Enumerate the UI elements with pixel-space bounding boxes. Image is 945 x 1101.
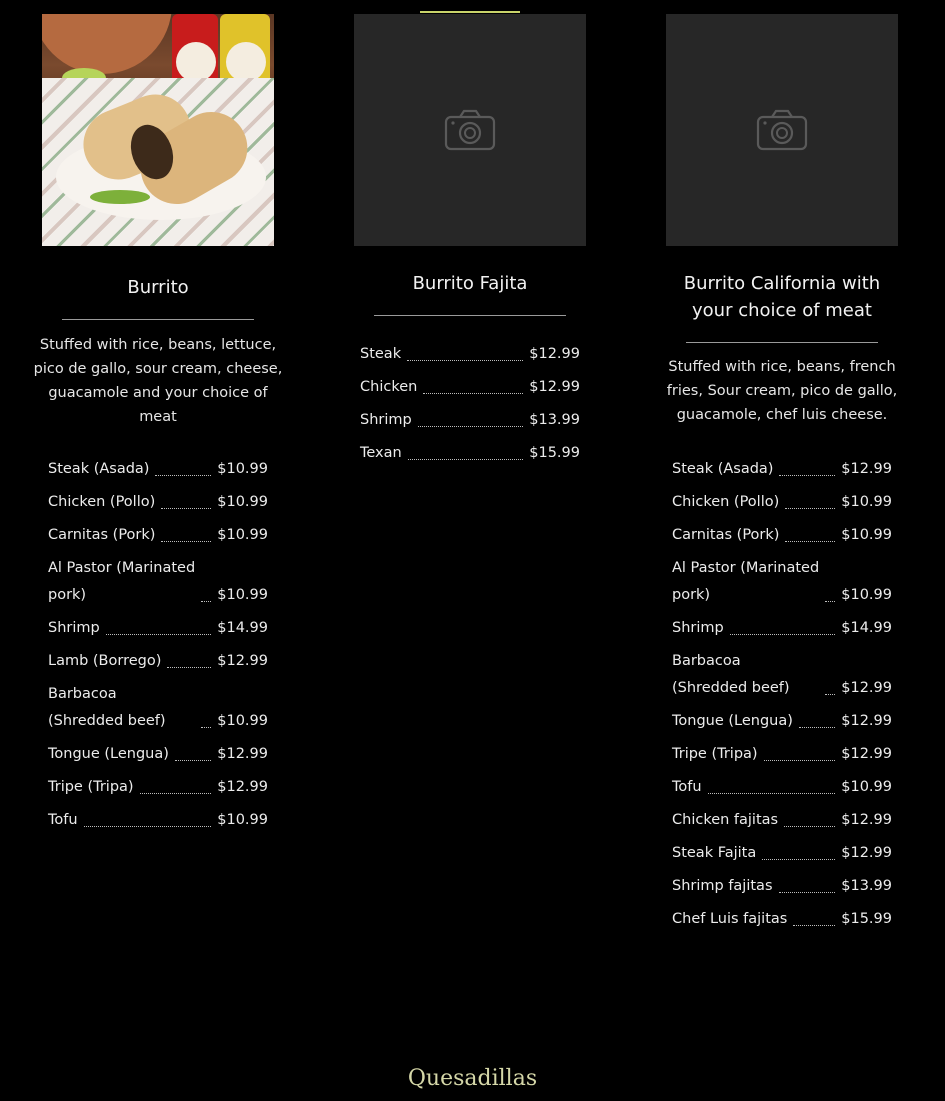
price-row-price: $15.99 [529,445,580,461]
price-row-price: $12.99 [841,845,892,861]
bowl-shape [42,14,172,74]
price-list [672,453,892,936]
camera-icon [444,109,496,151]
price-row-price: $10.99 [217,461,268,477]
price-row-price: $12.99 [841,680,892,696]
price-row-price: $12.99 [841,746,892,762]
price-row [672,612,892,645]
price-row-price: $12.99 [217,746,268,762]
price-row-name: Chicken (Pollo) [672,494,780,510]
price-row-price: $12.99 [217,653,268,669]
price-row-name: Tongue (Lengua) [672,713,793,729]
price-row-price: $10.99 [841,779,892,795]
price-row-name: Al Pastor (Marinated pork) [48,560,196,603]
price-row-name: Shrimp [360,412,412,428]
price-row [672,870,892,903]
menu-column-burrito-california [666,14,898,936]
price-row-name: Carnitas (Pork) [672,527,780,543]
price-row-name: Chicken (Pollo) [48,494,156,510]
price-row-name: Tripe (Tripa) [672,746,758,762]
price-row-price: $12.99 [529,379,580,395]
price-row [48,519,268,552]
price-row-name: Chef Luis fajitas [672,911,788,927]
price-row-name: Barbacoa (Shredded beef) [672,653,790,696]
menu-column-burrito-fajita [354,14,586,470]
price-row [672,903,892,936]
section-heading-quesadillas: Quesadillas [407,1066,538,1091]
price-row [48,804,268,837]
price-row-price: $10.99 [217,587,268,603]
item-title: Burrito California with your choice of meat [683,273,881,321]
active-indicator [420,11,520,13]
price-row-price: $15.99 [841,911,892,927]
price-row [672,804,892,837]
item-title: Burrito Fajita [412,273,528,294]
price-row [360,338,580,371]
price-row-name: Barbacoa (Shredded beef) [48,686,166,729]
price-row-price: $10.99 [841,527,892,543]
price-row-name: Steak Fajita [672,845,757,861]
price-row-name: Tongue (Lengua) [48,746,169,762]
price-row [672,486,892,519]
price-row-name: Steak (Asada) [672,461,774,477]
price-row-price: $10.99 [217,713,268,729]
price-row-name: Tripe (Tripa) [48,779,134,795]
price-row [48,552,268,612]
item-title: Burrito [127,277,189,298]
price-row-name: Chicken fajitas [672,812,779,828]
burrito-photo[interactable] [42,14,274,246]
image-placeholder[interactable] [354,14,586,246]
price-row [672,837,892,870]
price-row-price: $10.99 [217,812,268,828]
price-row [360,404,580,437]
price-row-name: Carnitas (Pork) [48,527,156,543]
price-row-name: Lamb (Borrego) [48,653,162,669]
price-row [48,678,268,738]
price-row-price: $10.99 [217,494,268,510]
price-row-name: Chicken [360,379,418,395]
price-row [360,371,580,404]
item-description: Stuffed with rice, beans, lettuce, pico de gallo, sour cream, cheese, guacamole and your choice of meat [33,337,283,425]
price-row-name: Steak [360,346,402,362]
item-description: Stuffed with rice, beans, french fries, Sour cream, pico de gallo, guacamole, chef luis cheese. [666,359,898,423]
price-row-price: $12.99 [841,461,892,477]
price-row [48,612,268,645]
menu-column-burrito [33,14,283,837]
price-row-name: Texan [360,445,402,461]
price-row-price: $12.99 [841,812,892,828]
price-row-price: $14.99 [217,620,268,636]
price-list [48,453,268,837]
price-row [672,645,892,705]
price-row [48,486,268,519]
price-row [360,437,580,470]
price-row-price: $13.99 [529,412,580,428]
price-row-price: $13.99 [841,878,892,894]
price-row [672,738,892,771]
price-row [48,453,268,486]
price-row-price: $10.99 [217,527,268,543]
price-row-price: $14.99 [841,620,892,636]
price-row-price: $12.99 [529,346,580,362]
price-row-name: Shrimp [48,620,100,636]
price-row-name: Tofu [672,779,702,795]
price-row-price: $10.99 [841,494,892,510]
price-row [672,519,892,552]
price-row [48,738,268,771]
camera-icon [756,109,808,151]
price-row-name: Steak (Asada) [48,461,150,477]
price-row [672,705,892,738]
price-row-name: Shrimp [672,620,724,636]
price-row-price: $12.99 [217,779,268,795]
price-row [672,552,892,612]
price-row-price: $12.99 [841,713,892,729]
price-list [360,338,580,470]
price-row [672,453,892,486]
price-row [48,645,268,678]
image-placeholder[interactable] [666,14,898,246]
price-row-name: Al Pastor (Marinated pork) [672,560,820,603]
price-row [48,771,268,804]
price-row-name: Shrimp fajitas [672,878,773,894]
price-row-name: Tofu [48,812,78,828]
price-row-price: $10.99 [841,587,892,603]
price-row [672,771,892,804]
